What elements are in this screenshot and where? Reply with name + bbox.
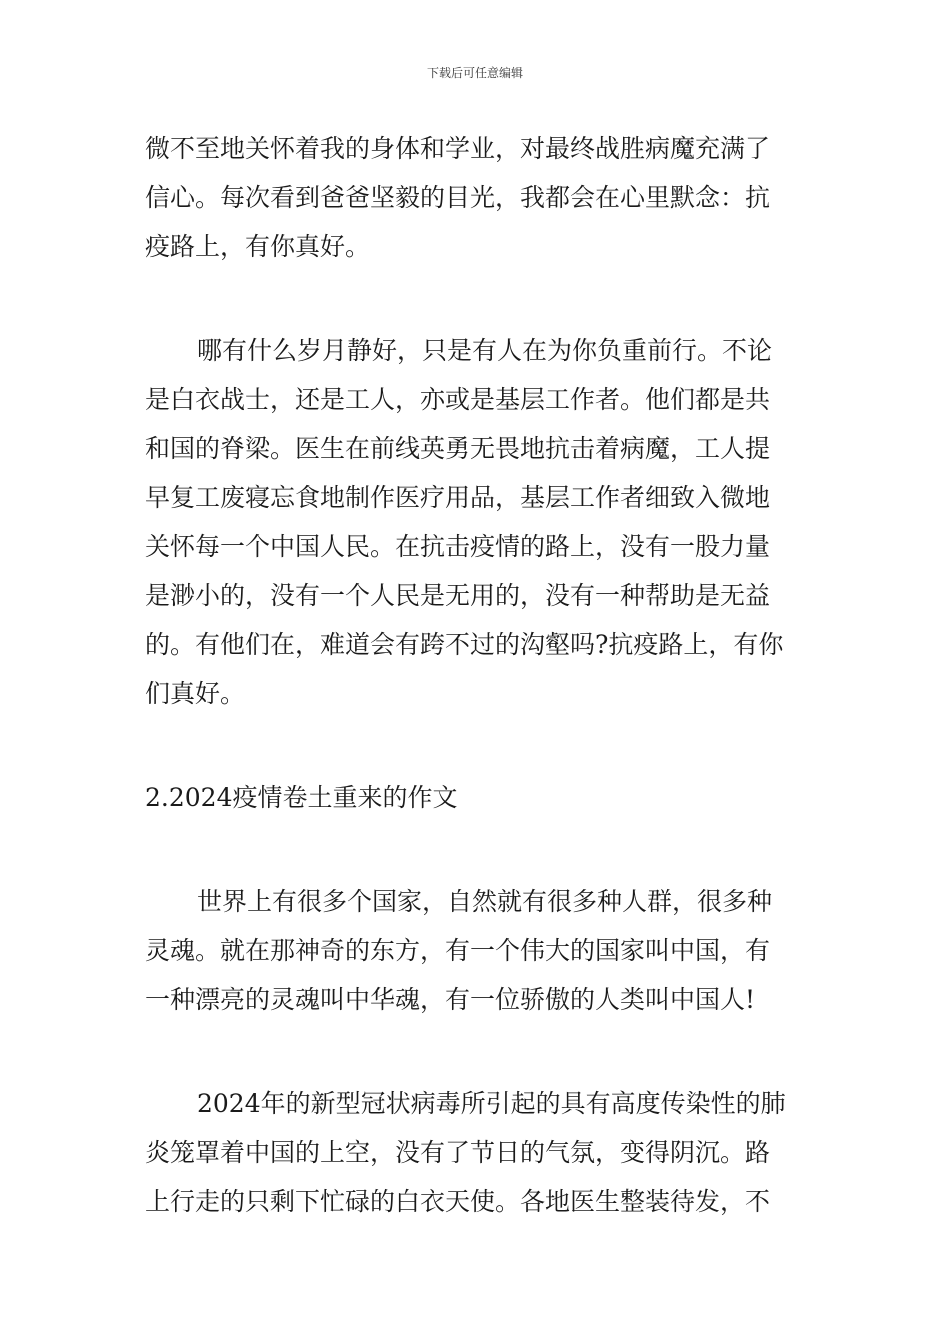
- text-line: 世界上有很多个国家，自然就有很多种人群，很多种: [197, 887, 773, 916]
- text-line: 2024年的新型冠状病毒所引起的具有高度传染性的肺: [197, 1089, 786, 1118]
- page-header: 下载后可任意编辑: [426, 66, 523, 80]
- text-line: 信心。每次看到爸爸坚毅的目光，我都会在心里默念：抗: [145, 183, 771, 212]
- paragraph-gap: [145, 822, 810, 877]
- paragraph-gap: [145, 718, 810, 773]
- document-body: [145, 124, 810, 1226]
- section-heading: 2.2024疫情卷土重来的作文: [145, 783, 458, 812]
- text-line: 是渺小的，没有一个人民是无用的，没有一种帮助是无益: [145, 581, 771, 610]
- text-line: 一种漂亮的灵魂叫中华魂，有一位骄傲的人类叫中国人!: [145, 985, 756, 1014]
- text-line: 们真好。: [145, 679, 246, 708]
- text-line: 关怀每一个中国人民。在抗击疫情的路上，没有一股力量: [145, 532, 771, 561]
- paragraph-4: [145, 1079, 810, 1226]
- paragraph-3: [145, 877, 810, 1024]
- text-line: 疫路上，有你真好。: [145, 232, 371, 261]
- text-line: 炎笼罩着中国的上空，没有了节日的气氛，变得阴沉。路: [145, 1138, 771, 1167]
- paragraph-gap: [145, 1024, 810, 1079]
- paragraph-2: [145, 326, 810, 718]
- text-line: 和国的脊梁。医生在前线英勇无畏地抗击着病魔，工人提: [145, 434, 771, 463]
- text-line: 微不至地关怀着我的身体和学业，对最终战胜病魔充满了: [145, 134, 771, 163]
- text-line: 灵魂。就在那神奇的东方，有一个伟大的国家叫中国，有: [145, 936, 771, 965]
- text-line: 早复工废寝忘食地制作医疗用品，基层工作者细致入微地: [145, 483, 771, 512]
- text-line: 的。有他们在，难道会有跨不过的沟壑吗?抗疫路上，有你: [145, 630, 784, 659]
- text-line: 哪有什么岁月静好，只是有人在为你负重前行。不论: [197, 336, 773, 365]
- paragraph-1: [145, 124, 810, 271]
- paragraph-gap: [145, 271, 810, 326]
- text-line: 是白衣战士，还是工人，亦或是基层工作者。他们都是共: [145, 385, 771, 414]
- text-line: 上行走的只剩下忙碌的白衣天使。各地医生整装待发，不: [145, 1187, 771, 1216]
